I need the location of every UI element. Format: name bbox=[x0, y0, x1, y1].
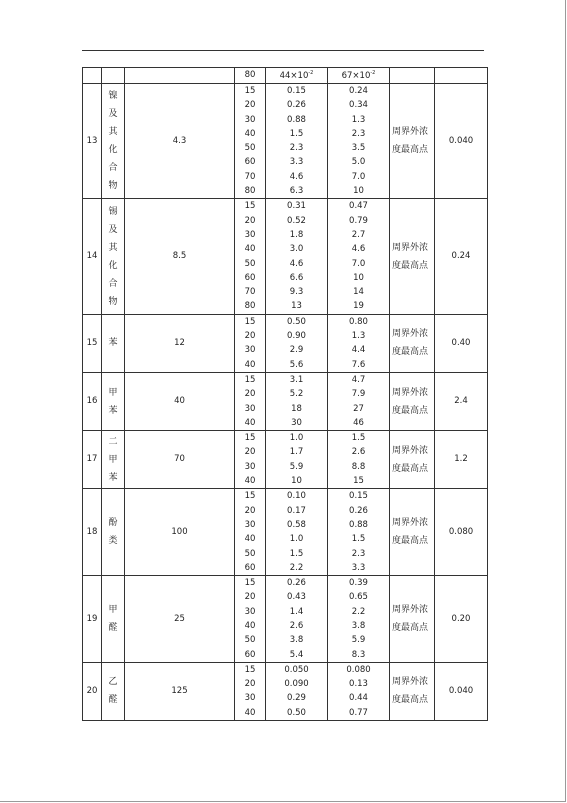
table-value: 0.090 bbox=[284, 679, 309, 690]
pollutant-name-char: 酚 bbox=[108, 518, 118, 529]
pollutant-name-char: 类 bbox=[108, 536, 118, 547]
table-value: 15 bbox=[244, 664, 256, 675]
table-value: 1.5 bbox=[351, 534, 366, 545]
rate-a-cell bbox=[266, 662, 328, 720]
monitoring-point-cell bbox=[390, 84, 435, 199]
pollutant-name-cell bbox=[102, 199, 125, 314]
table-value: 3.1 bbox=[289, 374, 304, 385]
pollutant-name-char: 苯 bbox=[108, 405, 118, 416]
rate-b-cell bbox=[328, 576, 390, 663]
stack-height-cell bbox=[235, 576, 266, 663]
monitoring-point-label: 周界外浓 bbox=[392, 445, 429, 456]
emission-standards-table bbox=[82, 67, 488, 721]
table-value: 50 bbox=[244, 258, 256, 269]
empty-cell bbox=[83, 68, 102, 84]
stack-height-cell-list bbox=[235, 576, 265, 662]
stack-height-cell bbox=[235, 489, 266, 576]
table-value: 2.3 bbox=[351, 128, 366, 139]
monitoring-point-label: 周界外浓 bbox=[392, 387, 429, 398]
rate-b-cell bbox=[328, 68, 390, 84]
table-value: 18 bbox=[291, 403, 302, 414]
table-value: 40 bbox=[244, 359, 256, 370]
table-value: 1.3 bbox=[351, 331, 366, 342]
table-value: 0.24 bbox=[349, 86, 368, 96]
rate-a-cell-list bbox=[266, 199, 327, 313]
table-value: 20 bbox=[244, 215, 256, 226]
monitoring-point-label: 度最高点 bbox=[392, 622, 429, 633]
table-value: 0.77 bbox=[349, 707, 368, 718]
table-value: 15 bbox=[244, 86, 256, 96]
header-rule bbox=[82, 50, 484, 51]
pollutant-name-char: 甲 bbox=[108, 604, 118, 615]
table-value: 60 bbox=[244, 157, 256, 168]
rate-a-cell-list bbox=[266, 373, 327, 430]
table-value: 5.6 bbox=[289, 359, 304, 370]
pollutant-name-char: 苯 bbox=[108, 338, 118, 349]
table-value: 40 bbox=[244, 707, 256, 718]
table-value: 0.90 bbox=[287, 331, 306, 342]
table-value: 0.52 bbox=[287, 215, 306, 226]
stack-height-cell bbox=[235, 431, 266, 489]
table-value: 2.7 bbox=[351, 229, 366, 240]
table-value: 20 bbox=[244, 592, 256, 603]
stack-height-cell-list bbox=[235, 489, 265, 575]
table-value: 40 bbox=[244, 476, 256, 487]
stack-height-cell bbox=[235, 84, 266, 199]
pollutant-row bbox=[83, 314, 488, 372]
rate-a-cell bbox=[266, 68, 328, 84]
pollutant-name-char: 二 bbox=[108, 436, 118, 447]
row-number-cell: 14 bbox=[83, 199, 102, 314]
table-value: 3.0 bbox=[289, 244, 304, 255]
row-number-cell: 16 bbox=[83, 372, 102, 430]
stack-height-cell-list bbox=[235, 431, 265, 488]
table-value: 40 bbox=[244, 128, 256, 139]
continuation-row bbox=[83, 68, 488, 84]
rate-b-cell bbox=[328, 314, 390, 372]
rate-a-value: 44×10 bbox=[279, 70, 309, 81]
table-value: 8.8 bbox=[351, 461, 366, 472]
rate-a-cell bbox=[266, 199, 328, 314]
monitoring-point-label: 度最高点 bbox=[392, 695, 429, 706]
table-value: 7.0 bbox=[351, 258, 366, 269]
max-concentration-cell: 100 bbox=[125, 489, 235, 576]
table-value: 20 bbox=[244, 389, 256, 400]
table-value: 30 bbox=[244, 345, 256, 356]
rate-b-cell-list bbox=[328, 576, 389, 662]
max-concentration-cell: 125 bbox=[125, 662, 235, 720]
stack-height-cell-list bbox=[235, 199, 265, 313]
table-value: 0.39 bbox=[349, 578, 368, 589]
table-value: 0.13 bbox=[349, 679, 368, 690]
rate-b-cell-list bbox=[328, 663, 389, 720]
table-value: 50 bbox=[244, 143, 256, 154]
table-value: 0.15 bbox=[287, 86, 306, 96]
table-value: 2.3 bbox=[351, 548, 366, 559]
row-number-cell: 17 bbox=[83, 431, 102, 489]
rate-a-cell bbox=[266, 431, 328, 489]
table-value: 30 bbox=[244, 403, 256, 414]
pollutant-name-char: 化 bbox=[108, 260, 118, 271]
rate-b-cell-list bbox=[328, 84, 389, 198]
max-concentration-cell: 12 bbox=[125, 314, 235, 372]
pollutant-name-char: 及 bbox=[108, 109, 118, 120]
pollutant-name-char: 其 bbox=[108, 127, 118, 138]
table-value: 15 bbox=[244, 578, 256, 589]
table-value: 0.44 bbox=[349, 693, 368, 704]
rate-b-cell bbox=[328, 431, 390, 489]
row-number-cell: 18 bbox=[83, 489, 102, 576]
pollutant-name-cell bbox=[102, 84, 125, 199]
pollutant-name-char: 物 bbox=[108, 296, 118, 307]
pollutant-name-char: 其 bbox=[108, 242, 118, 253]
concentration-limit-cell: 0.080 bbox=[435, 489, 488, 576]
table-value: 3.3 bbox=[289, 157, 304, 168]
rate-b-cell bbox=[328, 489, 390, 576]
table-value: 30 bbox=[244, 461, 256, 472]
pollutant-name-cell bbox=[102, 372, 125, 430]
table-value: 4.6 bbox=[351, 244, 366, 255]
rate-b-cell bbox=[328, 84, 390, 199]
table-value: 30 bbox=[244, 519, 256, 530]
table-value: 0.65 bbox=[349, 592, 368, 603]
stack-height-cell-list bbox=[235, 315, 265, 372]
table-value: 60 bbox=[244, 649, 256, 660]
table-value: 40 bbox=[244, 417, 256, 428]
table-value: 1.8 bbox=[289, 229, 304, 240]
concentration-limit-cell: 2.4 bbox=[435, 372, 488, 430]
pollutant-row bbox=[83, 576, 488, 663]
table-value: 20 bbox=[244, 505, 256, 516]
table-value: 4.7 bbox=[351, 374, 366, 385]
empty-cell bbox=[125, 68, 235, 84]
concentration-limit-cell: 0.040 bbox=[435, 662, 488, 720]
table-value: 3.5 bbox=[351, 143, 366, 154]
pollutant-row bbox=[83, 84, 488, 199]
rate-a-exponent: -2 bbox=[308, 69, 314, 76]
row-number-cell: 13 bbox=[83, 84, 102, 199]
table-value: 70 bbox=[244, 171, 256, 182]
concentration-limit-cell: 0.20 bbox=[435, 576, 488, 663]
monitoring-point-label: 周界外浓 bbox=[392, 677, 429, 688]
rate-a-cell bbox=[266, 489, 328, 576]
monitoring-point-label: 度最高点 bbox=[392, 347, 429, 358]
max-concentration-cell: 8.5 bbox=[125, 199, 235, 314]
max-concentration-cell: 25 bbox=[125, 576, 235, 663]
table-value: 30 bbox=[244, 606, 256, 617]
table-value: 30 bbox=[244, 229, 256, 240]
table-value: 0.34 bbox=[349, 100, 368, 111]
rate-b-cell-list bbox=[328, 199, 389, 313]
max-concentration-cell: 70 bbox=[125, 431, 235, 489]
table-value: 30 bbox=[291, 417, 302, 428]
pollutant-row bbox=[83, 372, 488, 430]
pollutant-name-cell bbox=[102, 662, 125, 720]
table-value: 0.50 bbox=[287, 316, 306, 327]
table-value: 7.6 bbox=[351, 359, 366, 370]
table-value: 40 bbox=[244, 244, 256, 255]
concentration-limit-cell: 0.24 bbox=[435, 199, 488, 314]
stack-height-cell-list bbox=[235, 84, 265, 198]
table-value: 20 bbox=[244, 447, 256, 458]
table-value: 3.8 bbox=[289, 635, 304, 646]
empty-cell bbox=[435, 68, 488, 84]
table-value: 10 bbox=[291, 476, 302, 487]
table-value: 0.29 bbox=[287, 693, 306, 704]
table-value: 15 bbox=[244, 491, 256, 502]
table-value: 3.8 bbox=[351, 620, 366, 631]
table-value: 2.3 bbox=[289, 143, 304, 154]
rate-a-cell bbox=[266, 576, 328, 663]
table-value: 1.4 bbox=[289, 606, 304, 617]
table-value: 5.4 bbox=[289, 649, 304, 660]
monitoring-point-label: 周界外浓 bbox=[392, 127, 429, 138]
table-value: 20 bbox=[244, 679, 256, 690]
rate-b-exponent: -2 bbox=[370, 69, 376, 76]
pollutant-name-cell bbox=[102, 431, 125, 489]
monitoring-point-cell bbox=[390, 576, 435, 663]
table-value: 0.10 bbox=[287, 491, 306, 502]
table-value: 1.5 bbox=[289, 128, 304, 139]
row-number-cell: 15 bbox=[83, 314, 102, 372]
table-value: 0.26 bbox=[349, 505, 368, 516]
monitoring-point-label: 度最高点 bbox=[392, 536, 429, 547]
table-value: 5.9 bbox=[289, 461, 304, 472]
table-value: 8.3 bbox=[351, 649, 366, 660]
row-number-cell: 20 bbox=[83, 662, 102, 720]
table-value: 46 bbox=[353, 417, 364, 428]
stack-height-cell bbox=[235, 662, 266, 720]
table-value: 0.47 bbox=[349, 201, 368, 212]
table-value: 5.0 bbox=[351, 157, 366, 168]
pollutant-name-char: 醛 bbox=[108, 695, 118, 706]
table-value: 40 bbox=[244, 534, 256, 545]
table-value: 5.2 bbox=[289, 389, 304, 400]
table-value: 1.7 bbox=[289, 447, 304, 458]
rate-b-cell bbox=[328, 199, 390, 314]
pollutant-name-char: 锡 bbox=[108, 206, 118, 217]
rate-a-cell-list bbox=[266, 431, 327, 488]
concentration-limit-cell: 0.40 bbox=[435, 314, 488, 372]
table-value: 15 bbox=[244, 201, 256, 212]
table-value: 1.5 bbox=[351, 433, 366, 444]
pollutant-name-cell bbox=[102, 576, 125, 663]
table-value: 0.80 bbox=[349, 316, 368, 327]
table-value: 0.050 bbox=[284, 664, 309, 675]
rate-b-cell-list bbox=[328, 373, 389, 430]
rate-b-cell bbox=[328, 662, 390, 720]
monitoring-point-cell bbox=[390, 372, 435, 430]
table-value: 0.88 bbox=[287, 114, 306, 125]
table-value: 70 bbox=[244, 287, 256, 298]
table-value: 0.17 bbox=[287, 505, 306, 516]
pollutant-name-char: 化 bbox=[108, 145, 118, 156]
monitoring-point-cell bbox=[390, 431, 435, 489]
row-number-cell: 19 bbox=[83, 576, 102, 663]
pollutant-name-char: 物 bbox=[108, 181, 118, 192]
pollutant-name-char: 醛 bbox=[108, 622, 118, 633]
rate-a-cell-list bbox=[266, 663, 327, 720]
table-value: 7.0 bbox=[351, 171, 366, 182]
rate-a-cell-list bbox=[266, 315, 327, 372]
pollutant-name-char: 甲 bbox=[108, 454, 118, 465]
max-concentration-cell: 4.3 bbox=[125, 84, 235, 199]
rate-b-cell-list bbox=[328, 431, 389, 488]
concentration-limit-cell: 1.2 bbox=[435, 431, 488, 489]
table-value: 50 bbox=[244, 548, 256, 559]
rate-a-cell bbox=[266, 84, 328, 199]
pollutant-name-char: 镍 bbox=[108, 91, 118, 102]
pollutant-name-char: 甲 bbox=[108, 387, 118, 398]
table-value: 15 bbox=[244, 316, 256, 327]
monitoring-point-label: 周界外浓 bbox=[392, 242, 429, 253]
table-value: 15 bbox=[353, 476, 364, 487]
empty-cell bbox=[102, 68, 125, 84]
monitoring-point-label: 周界外浓 bbox=[392, 518, 429, 529]
pollutant-name-char: 合 bbox=[108, 278, 118, 289]
rate-b-cell-list bbox=[328, 489, 389, 575]
table-value: 27 bbox=[353, 403, 364, 414]
table-value: 0.50 bbox=[287, 707, 306, 718]
pollutant-name-cell bbox=[102, 314, 125, 372]
pollutant-row bbox=[83, 199, 488, 314]
table-value: 2.6 bbox=[351, 447, 366, 458]
pollutant-name-char: 苯 bbox=[108, 472, 118, 483]
stack-height-cell bbox=[235, 314, 266, 372]
table-value: 20 bbox=[244, 331, 256, 342]
pollutant-name-cell bbox=[102, 489, 125, 576]
monitoring-point-cell bbox=[390, 199, 435, 314]
empty-cell bbox=[390, 68, 435, 84]
monitoring-point-cell bbox=[390, 489, 435, 576]
table-value: 4.4 bbox=[351, 345, 366, 356]
pollutant-name-char: 合 bbox=[108, 163, 118, 174]
table-value: 19 bbox=[353, 301, 364, 312]
stack-height-cell bbox=[235, 199, 266, 314]
rate-b-cell bbox=[328, 372, 390, 430]
pollutant-name-char: 乙 bbox=[108, 677, 118, 688]
monitoring-point-label: 度最高点 bbox=[392, 145, 429, 156]
monitoring-point-label: 度最高点 bbox=[392, 260, 429, 271]
monitoring-point-label: 周界外浓 bbox=[392, 604, 429, 615]
table-value: 1.0 bbox=[289, 433, 304, 444]
table-value: 4.6 bbox=[289, 171, 304, 182]
table-value: 1.3 bbox=[351, 114, 366, 125]
table-value: 5.9 bbox=[351, 635, 366, 646]
rate-a-cell-list bbox=[266, 576, 327, 662]
table-value: 2.9 bbox=[289, 345, 304, 356]
pollutant-name-char: 及 bbox=[108, 224, 118, 235]
monitoring-point-label: 周界外浓 bbox=[392, 329, 429, 340]
table-value: 80 bbox=[244, 186, 256, 197]
table-value: 3.3 bbox=[351, 562, 366, 573]
table-body bbox=[83, 68, 488, 721]
table-value: 6.6 bbox=[289, 272, 304, 283]
stack-height-cell-list bbox=[235, 663, 265, 720]
table-value: 7.9 bbox=[351, 389, 366, 400]
table-value: 6.3 bbox=[289, 186, 304, 197]
table-value: 1.0 bbox=[289, 534, 304, 545]
rate-a-cell bbox=[266, 372, 328, 430]
table-value: 0.26 bbox=[287, 578, 306, 589]
table-value: 15 bbox=[244, 433, 256, 444]
rate-b-value: 67×10 bbox=[341, 70, 371, 81]
table-value: 0.43 bbox=[287, 592, 306, 603]
table-value: 10 bbox=[353, 186, 364, 197]
table-value: 2.2 bbox=[351, 606, 366, 617]
pollutant-row bbox=[83, 431, 488, 489]
table-value: 20 bbox=[244, 100, 256, 111]
table-value: 0.79 bbox=[349, 215, 368, 226]
table-value: 60 bbox=[244, 272, 256, 283]
table-value: 2.6 bbox=[289, 620, 304, 631]
monitoring-point-cell bbox=[390, 314, 435, 372]
table-value: 50 bbox=[244, 635, 256, 646]
rate-a-cell bbox=[266, 314, 328, 372]
pollutant-row bbox=[83, 662, 488, 720]
concentration-limit-cell: 0.040 bbox=[435, 84, 488, 199]
table-value: 15 bbox=[244, 374, 256, 385]
table-value: 9.3 bbox=[289, 287, 304, 298]
table-value: 13 bbox=[291, 301, 302, 312]
table-value: 30 bbox=[244, 693, 256, 704]
monitoring-point-label: 度最高点 bbox=[392, 463, 429, 474]
table-value: 14 bbox=[353, 287, 364, 298]
stack-height-cell-list bbox=[235, 373, 265, 430]
stack-height-cell bbox=[235, 372, 266, 430]
monitoring-point-label: 度最高点 bbox=[392, 405, 429, 416]
table-value: 4.6 bbox=[289, 258, 304, 269]
table-value: 1.5 bbox=[289, 548, 304, 559]
table-value: 0.15 bbox=[349, 491, 368, 502]
monitoring-point-cell bbox=[390, 662, 435, 720]
table-value: 30 bbox=[244, 114, 256, 125]
pollutant-row bbox=[83, 489, 488, 576]
rate-a-cell-list bbox=[266, 84, 327, 198]
table-value: 0.26 bbox=[287, 100, 306, 111]
stack-height-cell: 80 bbox=[235, 68, 266, 84]
max-concentration-cell: 40 bbox=[125, 372, 235, 430]
table-value: 0.88 bbox=[349, 519, 368, 530]
table-value: 40 bbox=[244, 620, 256, 631]
table-value: 0.31 bbox=[287, 201, 306, 212]
table-value: 2.2 bbox=[289, 562, 304, 573]
table-value: 0.58 bbox=[287, 519, 306, 530]
table-value: 0.080 bbox=[346, 664, 371, 675]
table-value: 60 bbox=[244, 562, 256, 573]
table-value: 80 bbox=[244, 301, 256, 312]
table-value: 10 bbox=[353, 272, 364, 283]
rate-b-cell-list bbox=[328, 315, 389, 372]
rate-a-cell-list bbox=[266, 489, 327, 575]
